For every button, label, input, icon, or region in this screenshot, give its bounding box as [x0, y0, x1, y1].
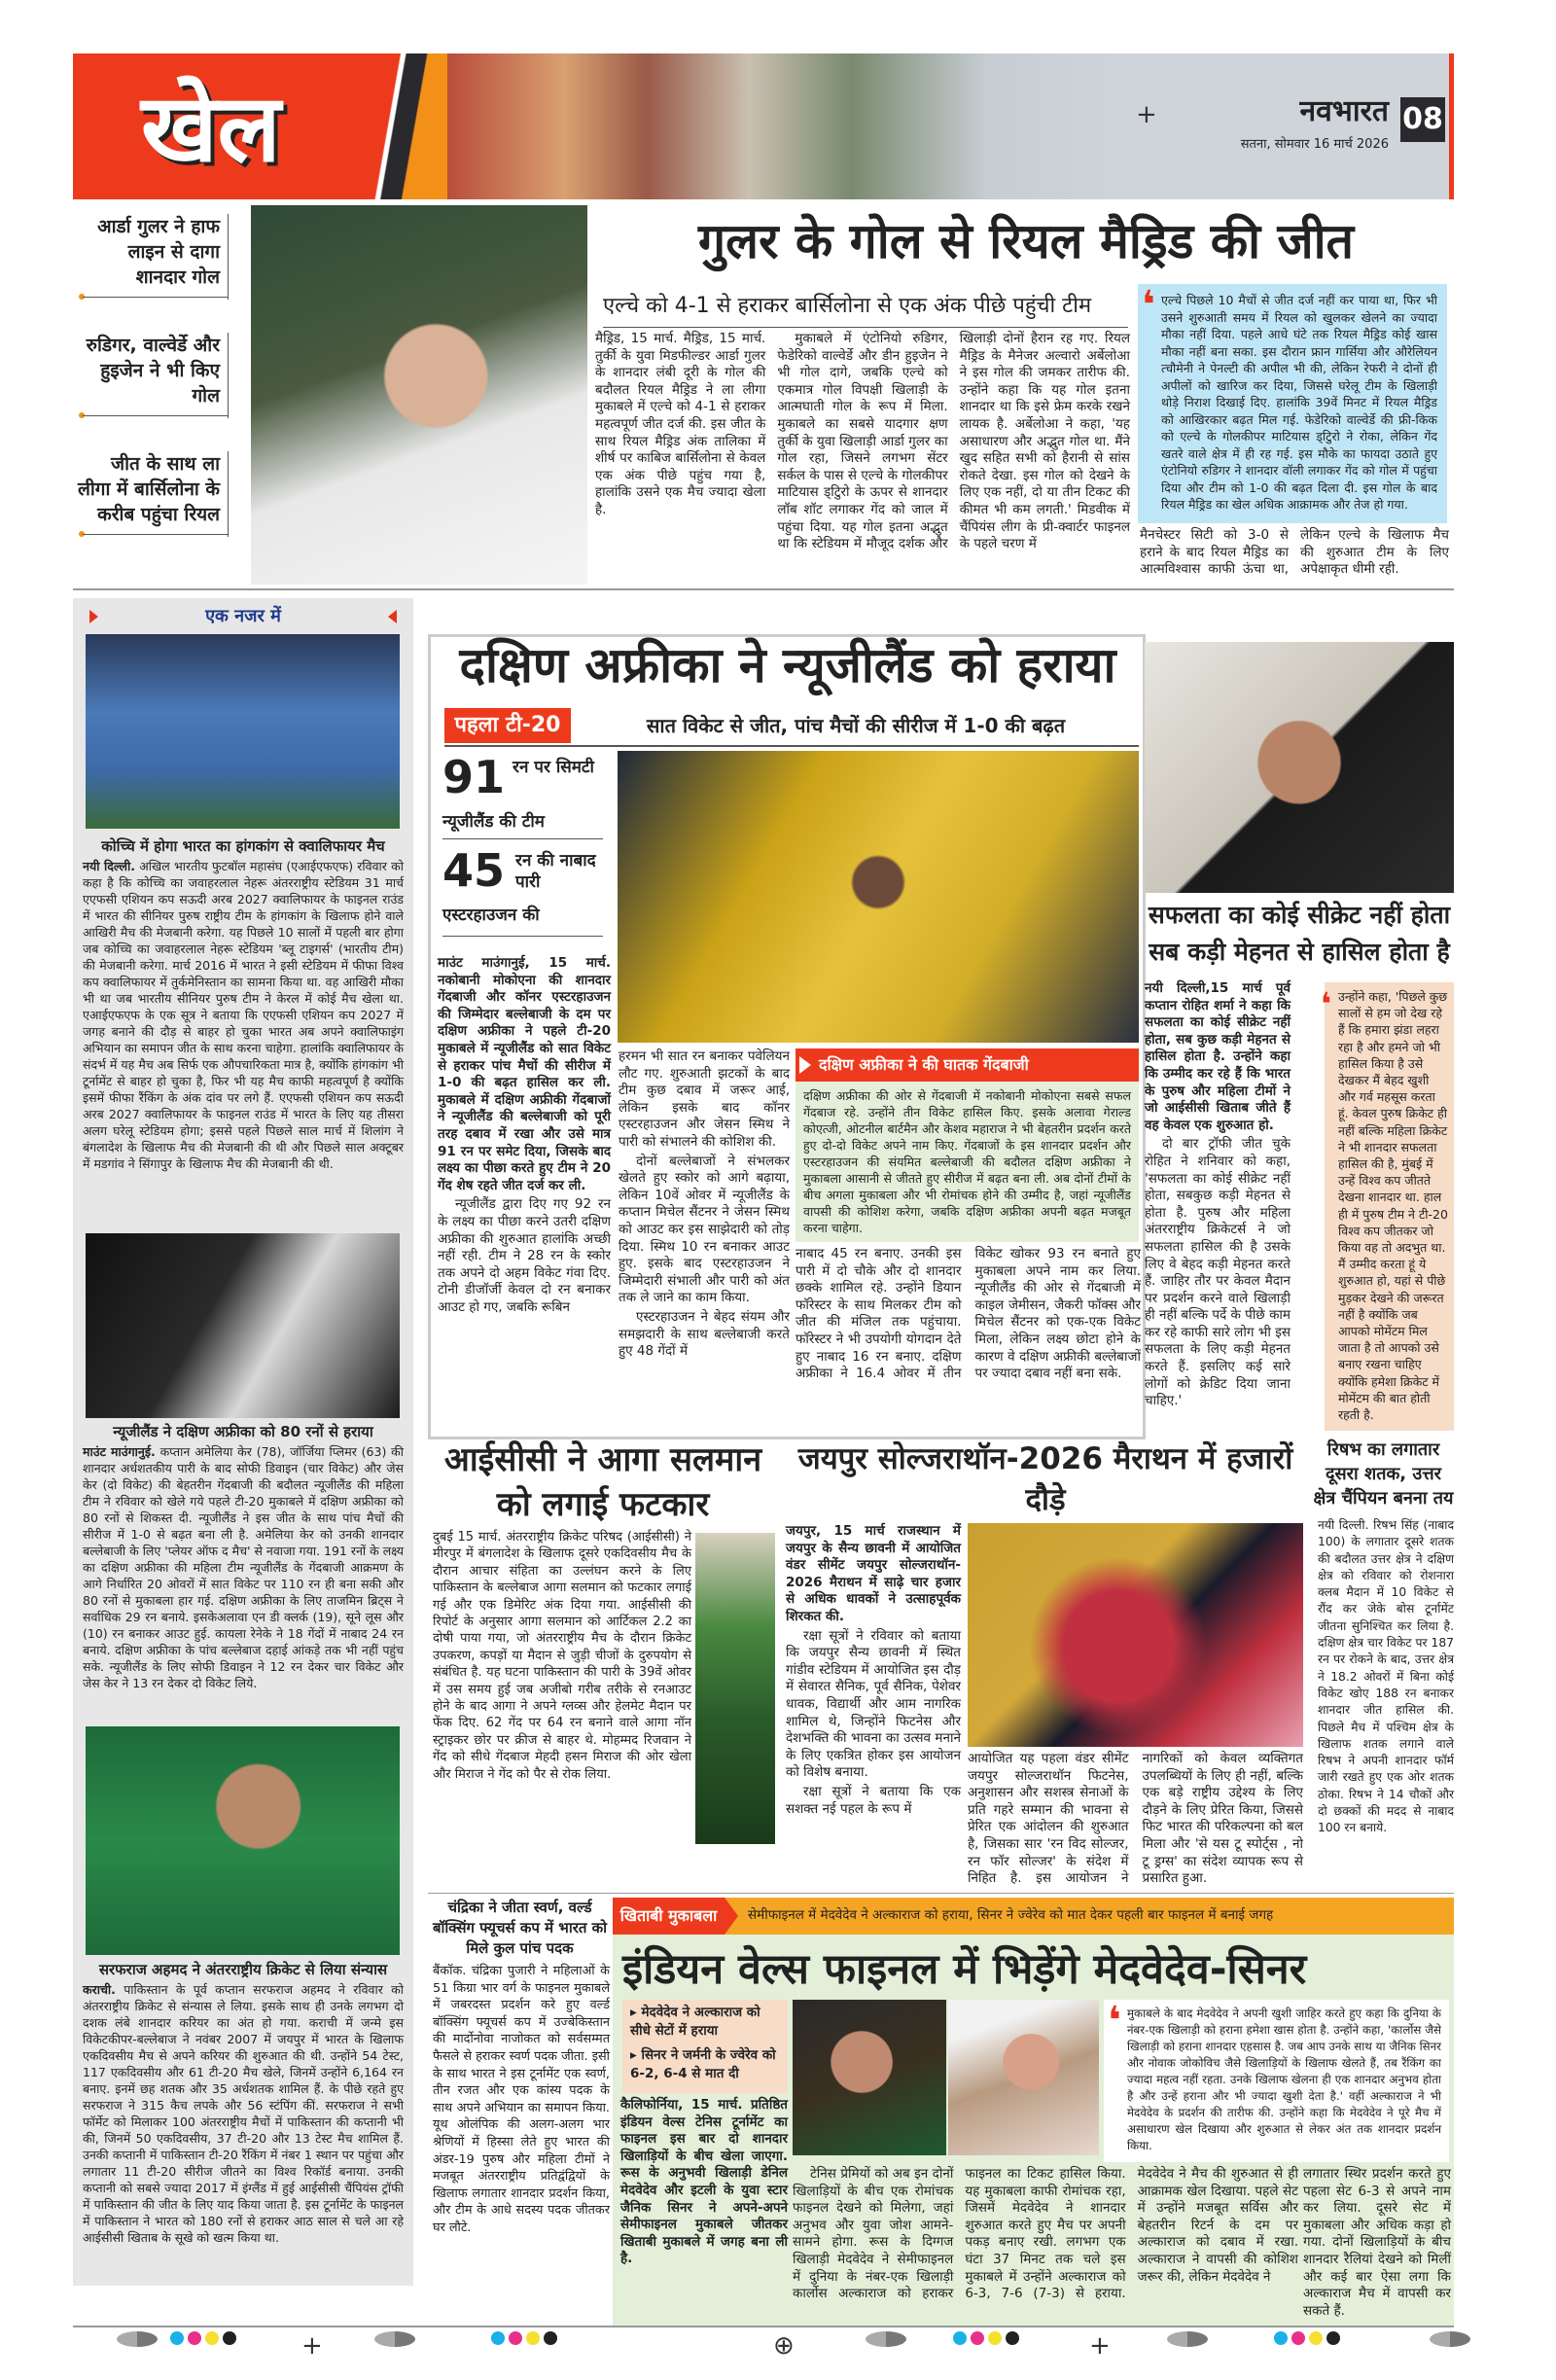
sa-body-col — [438, 955, 611, 1318]
paragraph: टेनिस प्रेमियों को अब इन दोनों खिलाड़ियों के बीच एक रोमांचक फाइनल देखने को मिलेगा, जहां अनुभव और युवा जोश आमने-सामने होगा. रूस के दिग्गज खिलाड़ी मेदवेदेव ने सेमीफाइनल में दुनिया के नंबर-एक खिलाड़ी कार्लोस अल्काराज को हराकर फाइनल का टिकट हासिल किया. यह मुकाबला काफी रोमांचक रहा, जिसमें मेदवेदेव ने शानदार शुरुआत करते हुए मैच पर अपनी पकड़ बनाए रखी. लगभग एक घंटा 37 मिनट तक चले इस मुकाबले में उन्होंने अल्काराज को 6-3, 7-6 (7-3) से हराया. मेदवेदेव ने मैच की शुरुआत से ही आक्रामक खेल दिखाया. पहले सेट में उन्होंने मजबूत सर्विस और बेहतरीन रिटर्न के दम पर अल्काराज को दबाव में रखा. अल्काराज ने वापसी की कोशिश जरूर की, लेकिन मेदवेदेव ने — [793, 2166, 1298, 2302]
paper-name: नवभारत — [1299, 94, 1389, 128]
story-body-block — [83, 858, 404, 1174]
stat-text: रन पर सिमटी — [513, 758, 594, 777]
tennis-headline: इंडियन वेल्स फाइनल में भिड़ेंगे मेदवेदेव-सिनर — [622, 1945, 1307, 1994]
bowling-box — [796, 1048, 1139, 1242]
paragraph: रक्षा सूत्रों ने रविवार को बताया कि जयपुर सैन्य छावनी में स्थित गांडीव स्टेडियम में आयोजित इस दौड़ में सेवारत सैनिक, पूर्व सैनिक, पेशेवर धावक, विद्यार्थी और आम नागरिक शामिल थे, जिन्होंने फिटनेस और देशभक्ति की भावना का उत्सव मनाने के लिए एकत्रित होकर इस आयोजन को विशेष बनाया. — [786, 1627, 961, 1781]
stat-number: 91 — [442, 751, 506, 803]
sa-body-col — [796, 1246, 1141, 1384]
page-number: 08 — [1400, 97, 1445, 142]
paragraph: मैड्रिड, 15 मार्च. मैड्रिड, 15 मार्च. तुर्की के युवा मिडफील्डर आर्डा गुलर के शानदार लंबी दूरी के गोल की बदौलत रियल मैड्रिड ने ला लीगा मुकाबले में एल्चे को 4-1 से हराकर महत्वपूर्ण जीत दर्ज की. इस जीत के साथ रियल मैड्रिड अंक तालिका में शीर्ष पर काबिज बार्सिलोना से केवल एक अंक पीछे पहुंच गया है, हालांकि उसने एक मैच ज्यादा खेला है. — [595, 331, 766, 517]
divider — [73, 588, 1454, 590]
header-edge — [1449, 53, 1454, 199]
highlight-item: ▸ मेदवेदेव ने अल्काराज को सीधे सेटों में हराया — [630, 2005, 760, 2039]
stat-text: एस्टरहाउजन की — [442, 906, 540, 925]
side-point — [73, 333, 229, 418]
registration-mark-icon — [374, 2331, 415, 2347]
rohit-photo — [1145, 642, 1454, 893]
tennis-strap: सेमीफाइनल में मेदवेदेव ने अल्काराज को हराया, सिनर ने ज्वेरेव को मात देकर पहली बार फाइनल में बनाई जगह — [725, 1898, 1454, 1935]
highlight-text: मेदवेदेव ने अल्काराज को सीधे सेटों में हराया — [630, 2005, 760, 2039]
stat-number: 45 — [442, 844, 506, 897]
stat-text: रन की नाबाद पारी — [515, 851, 596, 892]
tennis-body — [793, 2166, 1298, 2303]
icc-headline: आईसीसी ने आगा सलमान को लगाई फटकार — [443, 1440, 762, 1524]
chandrika-headline: चंद्रिका ने जीता स्वर्ण, वर्ल्ड बॉक्सिंग फ्यूचर्स कप में भारत को मिले कुल पांच पदक — [432, 1899, 608, 1957]
paragraph: दुबई 15 मार्च. अंतरराष्ट्रीय क्रिकेट परिषद (आईसीसी) ने मीरपुर में बंगलादेश के खिलाफ दूसरे एकदिवसीय मैच के दौरान आचार संहिता का उल्लंघन करने के लिए पाकिस्तान के बल्लेबाज आगा सलमान को फटकार लगाई गई और एक डिमेरिट अंक दिया गया. आईसीसी की रिपोर्ट के अनुसार आगा सलमान को आर्टिकल 2.2 का दोषी पाया गया, जो अंतरराष्ट्रीय मैच के दौरान क्रिकेट उपकरण, कपड़ों या मैदान से जुड़ी चीजों के दुरुपयोग से संबंधित है. यह घटना पाकिस्तान की पारी के 39वें ओवर में उस समय हुई जब अजीबो गरीब तरीके से रनआउट होने के बाद आगा ने अपने ग्लव्स और हेलमेट मैदान पर फेंक दिए. 62 गेंद पर 64 रन बनाने वाले आगा नॉन स्ट्राइकर छोर पर क्रीज से बाहर थे. मोहम्मद रिजवान ने गेंद को सीधे गेंदबाज मेहदी हसन मिराज की ओर खेला और मिराज ने गेंद को पैर से रोक लिया. — [433, 1530, 691, 1782]
side-point — [73, 214, 229, 300]
registration-mark-icon — [1167, 2331, 1208, 2347]
rohit-headline: सफलता का कोई सीक्रेट नहीं होता सब कड़ी मेहनत से हासिल होता है — [1148, 901, 1451, 966]
story-headline: कोच्चि में होगा भारत का हांगकांग से क्वालिफायर मैच — [101, 837, 385, 855]
section-title: खेल — [141, 74, 281, 183]
paragraph: नयी दिल्ली. रिषभ सिंह (नाबाद 100) के लगातार दूसरे शतक की बदौलत उत्तर क्षेत्र ने दक्षिण क्षेत्र को रविवार को रोशनारा क्लब मैदान में 10 विकेट से रौंद कर जेके बोस टूर्नामेंट जीतना सुनिश्चित कर लिया है. दक्षिण क्षेत्र चार विकेट पर 187 रन पर रोकने के बाद, उत्तर क्षेत्र ने 18.2 ओवरों में बिना कोई विकेट खोए 188 रन बनाकर शानदार जीत हासिल की. पिछले मैच में पश्चिम क्षेत्र के खिलाफ शतक लगाने वाले रिषभ ने अपनी शानदार फॉर्म जारी रखते हुए एक ओर शतक ठोका. रिषभ ने 14 चौकों और दो छक्कों की मदद से नाबाद 100 रन बनाये. — [1318, 1518, 1454, 1835]
divider — [442, 936, 603, 937]
medvedev-photo — [793, 2000, 946, 2155]
paragraph: माउंट माउंगानुई, 15 मार्च. नकोबानी मोकोएना की शानदार गेंदबाजी और कॉनर एस्टरहाउजन की जिम्मेदार बल्लेबाजी के दम पर दक्षिण अफ्रीका ने पहले टी-20 मुकाबले में न्यूजीलैंड को सात विकेट से हराकर पांच मैचों की सीरीज में 1-0 की बढ़त हासिल कर ली. मुकाबले में दक्षिण अफ्रीकी गेंदबाजों ने न्यूजीलैंड की बल्लेबाजी को पूरी तरह दबाव में रखा और उसे मात्र 91 रन पर समेट दिया, जिसके बाद लक्ष्य का पीछा करते हुए टीम ने 20 गेंद शेष रहते जीत दर्ज कर ली. — [438, 955, 611, 1193]
dateline: सतना, सोमवार 16 मार्च 2026 — [1240, 137, 1389, 152]
quote-text: मुकाबले के बाद मेदवेदेव ने अपनी खुशी जाहिर करते हुए कहा कि दुनिया के नंबर-एक खिलाड़ी को हराना हमेशा खास होता है. उन्होंने कहा, 'कार्लोस जैसे खिलाड़ी को हराना शानदार एहसास है. जब आप उनके साथ या जैनिक सिनर और नोवाक जोकोविच जैसे खिलाड़ियों के खिलाफ खेलते हैं, तब रैंकिंग का ज्यादा महत्व नहीं रहता. उनके खिलाफ खेलना ही एक शानदार अनुभव होता है और उन्हें हराना और भी ज्यादा खुशी देता है.' वहीं अल्काराज ने भी मेदवेदेव के प्रदर्शन की तारीफ की. उन्होंने कहा कि मेदवेदेव ने पूरे मैच में असाधारण खेल दिखाया और शुरुआत से लेकर अंत तक शानदार प्रदर्शन किया. — [1127, 2007, 1441, 2152]
registration-mark-icon — [1430, 2331, 1470, 2347]
dateline: कराची. — [83, 1982, 116, 1997]
story-body-block — [83, 1981, 404, 2248]
quote-text: उन्होंने कहा, 'पिछले कुछ सालों से हम जो देख रहे हैं कि हमारा झंडा लहरा रहा है और हमने जो भी हासिल किया है उसे देखकर मैं बेहद खुशी और गर्व महसूस करता हूं. केवल पुरुष क्रिकेट ही नहीं बल्कि महिला क्रिकेट ने भी शानदार सफलता हासिल की है, मुंबई में उन्हें विश्व कप जीतते देखना शानदार था. हाल ही में पुरुष टीम ने टी-20 विश्व कप जीतकर जो किया वह तो अदभुत था. मैं उम्मीद करता हूं ये शुरुआत हो, यहां से पीछे मुड़कर देखने की जरूरत नहीं है क्योंकि जब आपको मोमेंटम मिल जाता है तो आपको उसे बनाए रखना चाहिए क्योंकि हमेशा क्रिकेट में मोमेंटम की बात होती रहती है. — [1338, 989, 1448, 1423]
chandrika-body — [433, 1963, 610, 2239]
paragraph: दोनों बल्लेबाजों ने संभलकर खेलते हुए स्कोर को आगे बढ़ाया, लेकिन 10वें ओवर में न्यूजीलैंड के कप्तान मिचेल सैंटनर ने जेसन स्मिथ को आउट कर इस साझेदारी को तोड़ दिया. स्मिथ 10 रन बनाकर आउट हुए. इसके बाद एस्टरहाउजन ने जिम्मेदारी संभाली और पारी को अंत तक ले जाने का काम किया. — [619, 1153, 790, 1306]
bowling-box-heading: दक्षिण अफ्रीका ने की घातक गेंदबाजी — [796, 1048, 1139, 1082]
side-point — [73, 451, 229, 537]
tennis-quote — [1104, 2000, 1449, 2162]
arrow-left-icon — [388, 610, 397, 623]
color-bar-icon — [1274, 2331, 1340, 2345]
rohit-body — [1145, 980, 1291, 1412]
guler-photo — [251, 205, 587, 585]
quote-mark-icon: ❛ — [1142, 283, 1155, 328]
paragraph: नाबाद 45 रन बनाए. उनकी इस पारी में दो चौके और दो शानदार छक्के शामिल रहे. उन्होंने डियान फॉरेस्टर के साथ मिलकर टीम को जीत की मंजिल तक पहुंचाया. फॉरेस्टर ने भी उपयोगी योगदान देते हुए नाबाद 16 रन बनाए. दक्षिण अफ्रीका ने 16.4 ओवर में तीन विकेट खोकर 93 रन बनाते हुए मुकाबला अपने नाम कर लिया. न्यूजीलैंड की ओर से गेंदबाजी में काइल जेमीसन, जैकरी फॉक्स और मिचेल सैंटनर को एक-एक विकेट मिला, लेकिन लक्ष्य छोटा होने के कारण वे दक्षिण अफ्रीकी बल्लेबाजों पर ज्यादा दबाव नहीं बना सके. — [796, 1246, 1141, 1382]
crosshair-icon: ⊕ — [773, 2331, 795, 2361]
jaipur-body — [786, 1523, 961, 1820]
banner-divider — [340, 53, 447, 199]
registration-mark-icon — [866, 2331, 906, 2347]
jaipur-body — [968, 1751, 1303, 1889]
paragraph: मैनचेस्टर सिटी को 3-0 से हराने के बाद रियल मैड्रिड का आत्मविश्वास काफी ऊंचा था, लेकिन एल्चे के खिलाफ मैच की शुरुआत टीम के लिए अपेक्षाकृत धीमी रही. — [1140, 527, 1449, 578]
registration-plus-icon: + — [301, 2331, 323, 2361]
top-story-continuation — [1140, 527, 1449, 580]
marathon-photo — [968, 1523, 1303, 1747]
sa-headline: दक्षिण अफ्रीका ने न्यूजीलैंड को हराया — [459, 637, 1116, 693]
tennis-body — [1303, 2166, 1451, 2322]
paragraph: एस्टरहाउजन ने बेहद संयम और समझदारी के साथ बल्लेबाजी करते हुए 48 गेंदों में — [619, 1308, 790, 1360]
masthead-panel — [1118, 53, 1449, 199]
quote-mark-icon: ❛ — [1108, 1999, 1121, 2043]
paragraph: कैलिफोर्निया, 15 मार्च. प्रतिष्ठित इंडियन वेल्स टेनिस टूर्नामेंट का फाइनल इस बार दो शानदार खिलाड़ियों के बीच खेला जाएगा. रूस के अनुभवी खिलाड़ी डेनिल मेदवेदेव और इटली के युवा स्टार जैनिक सिनर ने अपने-अपने सेमीफाइनल मुकाबले जीतकर खिताबी मुकाबले में जगह बना ली है. — [620, 2097, 788, 2267]
side-point-text: जीत के साथ ला लीगा में बार्सिलोना के करीब पहुंचा रियल — [77, 453, 220, 525]
dateline: नयी दिल्ली. — [83, 859, 136, 873]
tennis-tag: खिताबी मुकाबला — [613, 1898, 725, 1935]
sa-team-photo — [618, 751, 1139, 1043]
stat-text: न्यूजीलैंड की टीम — [442, 812, 545, 832]
paragraph: हरमन भी सात रन बनाकर पवेलियन लौट गए. शुरुआती झटकों के बाद टीम कुछ दबाव में जरूर आई, लेकिन इसके बाद कॉनर एस्टरहाउजन और जेसन स्मिथ ने पारी को संभालने की कोशिश की. — [619, 1048, 790, 1150]
agha-salman-photo — [695, 1533, 775, 1844]
sarfaraz-photo — [86, 1726, 400, 1955]
tennis-highlights — [622, 2000, 788, 2093]
story-body: पाकिस्तान के पूर्व कप्तान सरफराज अहमद ने रविवार को अंतरराष्ट्रीय क्रिकेट से संन्यास ले लिया. इसके साथ ही उनके लगभग दो दशक लंबे शानदार करियर का अंत हो गया. कराची में जन्मे इस विकेटकीपर-बल्लेबाज ने नवंबर 2007 में जयपुर में भारत के खिलाफ एकदिवसीय मैच से अपने करियर की शुरुआत की थी. उन्होंने 54 टेस्ट, 117 एकदिवसीय और 61 टी-20 मैच खेले, जिनमें उन्होंने 6,164 रन बनाए. इनमें छह शतक और 35 अर्धशतक शामिल हैं. के पीछे रहते हुए सरफराज ने 315 कैच लपके और 56 स्टंपिंग कीं. सरफराज ने सभी फॉर्मेट को मिलाकर 100 अंतरराष्ट्रीय मैचों में पाकिस्तान की कप्तानी भी की, जिनमें 50 एकदिवसीय, 37 टी-20 और 13 टेस्ट मैच शामिल हैं. उनकी कप्तानी में पाकिस्तान टी-20 रैंकिंग में नंबर 1 स्थान पर पहुंचा और लगातार 11 टी-20 सीरीज जीतने का विश्व रिकॉर्ड बनाया. उनकी कप्तानी को सबसे ज्यादा 2017 में इंग्लैंड में हुई आईसीसी चैंपियंस ट्रॉफी में पाकिस्तान की जीत के लिए याद किया जाता है. इस टूर्नामेंट के फाइनल में पाकिस्तान ने भारत को 180 रनों से हराकर आठ साल से चले आ रहे आईसीसी खिताब के सूखे को खत्म किया था. — [83, 1982, 404, 2245]
paragraph: बैंकॉक. चंद्रिका पुजारी ने महिलाओं के 51 किग्रा भार वर्ग के फाइनल मुकाबले में जबरदस्त प्रदर्शन करे हुए वर्ल्ड बॉक्सिंग फ्यूचर्स कप में उज्बेकिस्तान की मार्दोनोवा नाजोकत को सर्वसम्मत फैसले से हराकर स्वर्ण पदक जीता. इसी के साथ भारत ने इस टूर्नामेंट एक स्वर्ण, तीन रजत और एक कांस्य पदक के साथ अपने अभियान का समापन किया. यूथ ओलंपिक की अलग-अलग भार श्रेणियों में हिस्सा लेते हुए भारत की अंडर-19 पुरुष और महिला टीमों ने मजबूत अंतरराष्ट्रीय प्रतिद्वंद्वियों के खिलाफ लगातार शानदार प्रदर्शन किया, और टीम के आधे सदस्य पदक जीतकर घर लौटे. — [433, 1964, 610, 2235]
paragraph: न्यूजीलैंड द्वारा दिए गए 92 रन के लक्ष्य का पीछा करने उतरी दक्षिण अफ्रीका की शुरुआत हालांकि अच्छी नहीं रही. टीम ने 28 रन के स्कोर तक अपने दो अहम विकेट गंवा दिए. टोनी डीजॉर्जी केवल दो रन बनाकर आउट हो गए, जबकि रूबिन — [438, 1196, 611, 1315]
color-bar-icon — [170, 2331, 236, 2345]
divider — [73, 2326, 1454, 2327]
divider — [428, 1893, 1454, 1894]
arrow-right-icon — [89, 610, 98, 623]
divider — [442, 838, 603, 839]
quote-text: एल्चे पिछले 10 मैचों से जीत दर्ज नहीं कर पाया था, फिर भी उसने शुरुआती समय में रियल को खुलकर खेलने का ज्यादा मौका नहीं दिया. पहले आधे घंटे तक रियल मैड्रिड कोई खास मौका नहीं बना सका. इस दौरान फ्रान गार्सिया और औरेलियन त्चौमेनी ने पेनल्टी की अपील भी की, लेकिन रेफरी ने दोनों ही अपीलों को खारिज कर दिया, जिससे घरेलू टीम के खिलाड़ी थोड़े निराश दिखाई दिए. हालांकि 39वें मिनट में रियल मैड्रिड को आखिरकार बढ़त मिल गई. फेडेरिको वाल्वेर्डे की फ्री-किक को एल्चे के गोलकीपर माटियास ड्टिुरो ने रोका, लेकिन गेंद खतरे वाले क्षेत्र में ही रह गई. इस मौके का फायदा उठाते हुए एंटोनियो रुडिगर ने शानदार वॉली लगाकर गेंद को गोल में पहुंचा दिया और टीम को 1-0 की बढ़त दिला दी. इस गोल के बाद रियल मैड्रिड का खेल अधिक आक्रामक और तेज हो गया. — [1161, 293, 1437, 512]
sa-subheadline: सात विकेट से जीत, पांच मैचों की सीरीज में 1-0 की बढ़त — [646, 714, 1066, 737]
bowling-box-text: दक्षिण अफ्रीका की ओर से गेंदबाजी में नकोबानी मोकोएना सबसे सफल गेंदबाज रहे. उन्होंने तीन विकेट हासिल किए. इसके अलावा गेराल्ड कोएत्जी, ओटनील बार्टमैन और केशव महाराज ने भी बेहतरीन प्रदर्शन करते हुए दो-दो विकेट अपने नाम किए. गेंदबाजों के इस शानदार प्रदर्शन और एस्टरहाउजन की संयमित बल्लेबाजी की बदौलत दक्षिण अफ्रीका ने मुकाबला आसानी से जीतते हुए सीरीज में बढ़त बना ली. अब दोनों टीमों के बीच अगला मुकाबला और भी रोमांचक होने की उम्मीद है, जहां न्यूजीलैंड वापसी की कोशिश करेगा, जबकि दक्षिण अफ्रीका अपनी बढ़त मजबूत करना चाहेगा. — [803, 1088, 1131, 1235]
sa-body-col — [619, 1048, 790, 1363]
story-headline: सरफराज अहमद ने अंतरराष्ट्रीय क्रिकेट से लिया संन्यास — [98, 1961, 388, 1978]
registration-plus-icon: + — [1089, 2331, 1111, 2361]
india-team-photo — [86, 634, 400, 829]
at-a-glance-heading-text: एक नजर में — [205, 606, 281, 626]
nz-women-photo — [86, 1233, 400, 1418]
rohit-quote — [1321, 982, 1454, 1431]
color-bar-icon — [491, 2331, 557, 2345]
dateline: माउंट माउंगानुई. — [83, 1444, 156, 1459]
registration-plus-icon: + — [1136, 100, 1157, 129]
paragraph: जयपुर, 15 मार्च राजस्थान में जयपुर के सैन्य छावनी में आयोजित वंडर सीमेंट जयपुर सोल्जराथॉन- 2026 मैराथन में साढ़े चार हजार से अधिक धावकों ने उत्साहपूर्वक शिरकत की. — [786, 1523, 961, 1624]
paragraph: मुकाबले में एंटोनियो रुडिगर, फेडेरिको वाल्वेर्डे और डीन हुइजेन ने भी गोल दागे, जबकि एल्चे को एकमात्र गोल विपक्षी खिलाड़ी के आत्मघाती गोल के रूप में मिला. मुकाबले का सबसे यादगार क्षण तुर्की के युवा खिलाड़ी आर्डा गुलर का गोल रहा, जिसने लगभग सेंटर सर्कल के पास से एल्चे के गोलकीपर माटियास ड्टिुरो के ऊपर से शानदार लॉब शॉट लगाकर गेंद को जाल में पहुंचा दिया. यह गोल इतना अद्भुत था कि स्टेडियम में मौजूद दर्शक और खिलाड़ी दोनों हैरान रह गए. रियल मैड्रिड के मैनेजर अल्वारो अर्बेलोआ ने इस गोल की जमकर तारीफ की. उन्होंने कहा कि यह गोल इतना शानदार था कि इसे फ्रेम करके रखने लायक है. अर्बेलोआ ने कहा, 'यह असाधारण और अद्भुत गोल था. मैंने खुद सहित सभी को हैरानी से सांस रोकते देखा. इस गोल को देखने के लिए एक नहीं, दो या तीन टिकट की कीमत भी कम लगती.' मिडवीक में चैंपियंस लीग के प्री-क्वार्टर फाइनल के पहले चरण में — [777, 331, 1130, 552]
registration-mark-icon — [117, 2331, 158, 2347]
story-headline: न्यूजीलैंड ने दक्षिण अफ्रीका को 80 रनों से हराया — [113, 1423, 373, 1440]
icc-body — [433, 1529, 691, 1785]
jaipur-headline: जयपुर सोल्जराथॉन-2026 मैराथन में हजारों दौड़े — [797, 1441, 1293, 1517]
color-bar-icon — [953, 2331, 1019, 2345]
sports-collage-image — [442, 53, 1123, 199]
top-headline: गुलर के गोल से रियल मैड्रिड की जीत — [697, 213, 1355, 269]
side-point-text: आर्डा गुलर ने हाफ लाइन से दागा शानदार गोल — [97, 216, 220, 288]
top-subheadline: एल्चे को 4-1 से हराकर बार्सिलोना से एक अंक पीछे पहुंची टीम — [603, 290, 1128, 328]
paragraph: लगातार स्थिर प्रदर्शन करते हुए पहला सेट 6-3 से अपने नाम कर लिया. दूसरे सेट में मुकाबला और अधिक कड़ा हो गया. दोनों खिलाड़ियों के बीच शानदार रैलियां देखने को मिलीं और कई बार ऐसा लगा कि अल्काराज मैच में वापसी कर सकते हैं. — [1303, 2166, 1451, 2319]
sinner-photo — [948, 2000, 1099, 2155]
at-a-glance-heading — [73, 603, 413, 632]
top-story-body — [595, 331, 1130, 553]
paragraph: रक्षा सूत्रों ने बताया कि एक सशक्त नई पहल के रूप में — [786, 1783, 961, 1817]
highlight-text: सिनर ने जर्मनी के ज्वेरेव को 6-2, 6-4 से मात दी — [630, 2047, 776, 2081]
story-body-block — [83, 1443, 404, 1693]
paragraph: आयोजित यह पहला वंडर सीमेंट जयपुर सोल्जराथॉन फिटनेस, अनुशासन और सशस्त्र सेनाओं के प्रति गहरे सम्मान की भावना से प्रेरित एक आंदोलन की शुरुआत है, जिसका सार 'रन विद सोल्जर, रन फॉर सोल्जर' के संदेश में निहित है. इस आयोजन ने नागरिकों को केवल व्यक्तिगत उपलब्धियों के लिए ही नहीं, बल्कि एक बड़े राष्ट्रीय उद्देश्य के लिए दौड़ने के लिए प्रेरित किया, जिससे फिट भारत की परिकल्पना को बल मिला और 'से यस टू स्पोर्ट्स , नो टू ड्रग्स' का संदेश व्यापक रूप से प्रसारित हुआ. — [968, 1751, 1303, 1887]
pull-quote — [1138, 284, 1447, 523]
quote-mark-icon: ❛ — [1321, 985, 1332, 1022]
side-point-text: रुडिगर, वाल्वेर्डे और हुइजेन ने भी किए गोल — [86, 335, 220, 407]
paragraph: दो बार ट्रॉफी जीत चुके रोहित ने शनिवार को कहा, 'सफलता का कोई सीक्रेट नहीं होता, सबकुछ कड़ी मेहनत से होता है. पुरुष और महिला अंतरराष्ट्रीय क्रिकेटर्स ने जो सफलता हासिल की है उसके लिए वे बेहद कड़ी मेहनत करते हैं. जाहिर तौर पर केवल मैदान पर प्रदर्शन करने वाले खिलाड़ी ही नहीं बल्कि पर्दे के पीछे काम कर रहे काफी सारे लोग भी इस सफलता के लिए कड़ी मेहनत करते हैं. इसलिए कई सारे लोगों को क्रेडिट दिया जाना चाहिए.' — [1145, 1136, 1291, 1409]
rishabh-headline: रिषभ का लगातार दूसरा शतक, उत्तर क्षेत्र चैंपियन बनना तय — [1313, 1439, 1454, 1509]
story-body: अखिल भारतीय फुटबॉल महासंघ (एआईएफएफ) रविवार को कहा है कि कोच्चि का जवाहरलाल नेहरू अंतरराष्ट्रीय स्टेडियम 31 मार्च एएफसी एशियन कप सऊदी अरब 2027 क्वालिफायर के फाइनल राउंड में भारत की सीनियर पुरुष राष्ट्रीय टीम के हांगकांग के खिलाफ होने वाले आखिरी मैच की मेजबानी करेगा. यह पिछले 10 सालों में पहली बार होगा जब कोच्चि का जवाहरलाल नेहरू स्टेडियम 'ब्लू टाइगर्स' (भारतीय टीम) की मेजबानी करेगा. मार्च 2016 में भारत ने इसी स्टेडियम में फीफा विश्व कप क्वालिफायर में तुर्कमेनिस्तान का सामना किया था. वह आखिरी मौका भी था जब भारतीय सीनियर पुरुष टीम ने केरल में कोई मैच खेला था. एआईएफएफ के एक सूत्र ने बताया कि एएफसी एशियन कप 2027 में जगह बनाने की दौड़ से बाहर हो चुका भारत अब अपने क्वालिफाइंग अभियान का समापन जीत के साथ करना चाहेगा. हालांकि क्वालिफायर के संदर्भ में यह मैच अब सिर्फ एक औपचारिकता मात्र है, क्योंकि हांगकांग भी टूर्नामेंट से बाहर हो चुका है, फिर भी यह मैच काफी महत्वपूर्ण है क्योंकि इसमें फीफा रैंकिंग के अंक दांव पर लगे हैं. एएफसी एशियन कप सऊदी अरब 2027 क्वालिफायर के फाइनल राउंड में भारत के लिए यह तीसरा अलग घरेलू स्टेडियम होगा; इससे पहले पिछले साल मार्च में शिलांग ने बंगलादेश के खिलाफ मैच की मेजबानी की थी और पिछले साल अक्टूबर में मडगांव ने सिंगापुर के खिलाफ मैच की मेजबानी की थी. — [83, 859, 404, 1171]
paragraph: नयी दिल्ली,15 मार्च पूर्व कप्तान रोहित शर्मा ने कहा कि सफलता का कोई सीक्रेट नहीं होता, सब कुछ कड़ी मेहनत से हासिल होता है. उन्होंने कहा कि उम्मीद कर रहे हैं कि भारत के पुरुष और महिला टीमों ने जो आईसीसी खिताब जीते हैं वह केवल एक शुरुआत हो. — [1145, 980, 1291, 1133]
tennis-body — [620, 2097, 788, 2270]
sa-tag: पहला टी-20 — [444, 708, 571, 743]
rishabh-body — [1318, 1517, 1454, 1839]
story-body: कप्तान अमेलिया केर (78), जॉर्जिया प्लिमर (63) की शानदार अर्धशतकीय पारी के बाद सोफी डिवाइन (चार विकेट) और जेस केर (दो विकेट) की बेहतरीन गेंदबाजी की बदौलत न्यूजीलैंड की महिला टीम ने रविवार को खेले गये पहले टी-20 मुकाबले में दक्षिण अफ्रीका को 80 रनों से शिकस्त दी. न्यूजीलैंड ने इस जीत के साथ पांच मैचों की सीरीज में 1-0 से बढ़त बना ली है. अमेलिया केर को उनकी शानदार बल्लेबाजी के लिए 'प्लेयर ऑफ द मैच' से नवाजा गया. 191 रनों के लक्ष्य का दक्षिण अफ्रीका की महिला टीम न्यूजीलैंड के गेंदबाजी आक्रमण के आगे निर्धारित 20 ओवरों में सात विकेट पर 110 रन ही बना सकी और 80 रनों से मुकाबला हार गई. दक्षिण अफ्रीका के लिए ताजमिन ब्रिट्स ने सर्वाधिक 29 रन बनाये. इसकेअलावा एन डी क्लर्क (19), सूने लूस और (10) रन बनाकर आउट हुई. कायला रेनेके ने 18 गेंदों में नाबाद 24 रन बनाये. दक्षिण अफ्रीका के पांच बल्लेबाज दहाई आंकड़े तक भी नहीं पहुंच सके. न्यूजीलैंड के लिए सोफी डिवाइन ने 12 रन देकर चार विकेट और जेस केर ने 13 रन देकर दो विकेट लिये. — [83, 1444, 404, 1690]
highlight-item: ▸ सिनर ने जर्मनी के ज्वेरेव को 6-2, 6-4 से मात दी — [630, 2047, 776, 2081]
divider — [444, 745, 1139, 747]
